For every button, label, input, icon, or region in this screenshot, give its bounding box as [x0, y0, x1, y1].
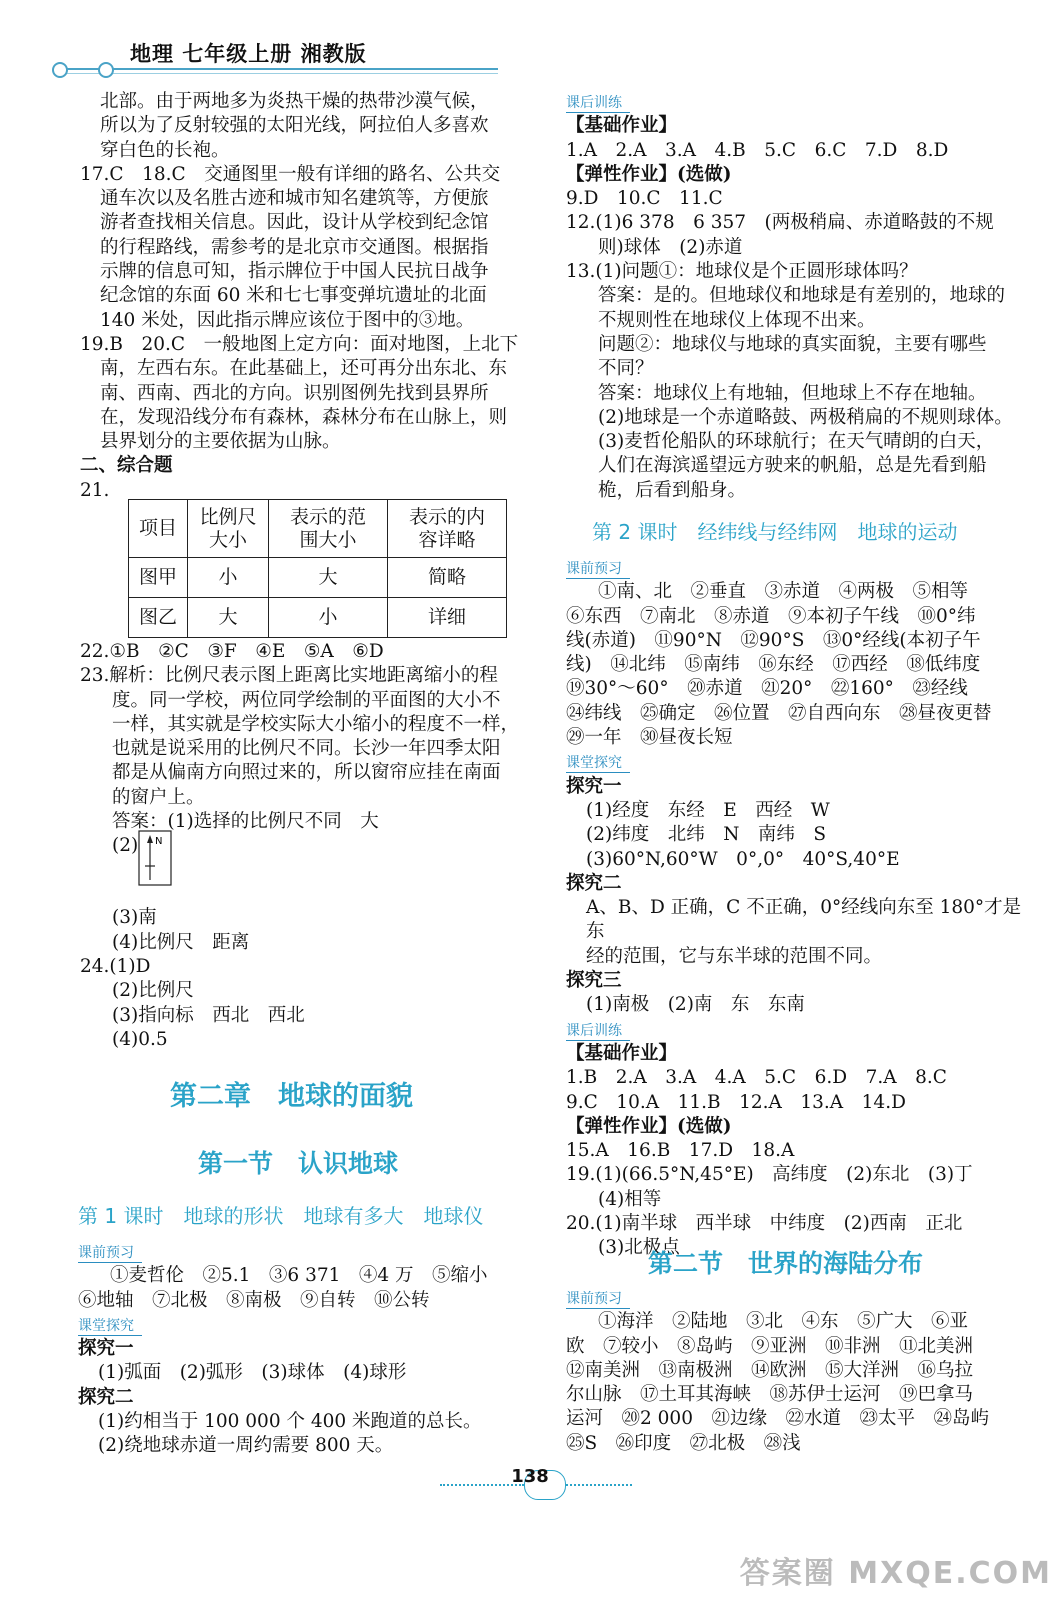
answer-17-18: 17.C 18.C 交通图里一般有详细的路名、公共交 通车次以及名胜古迹和城市知名建筑等，方便旅 游者查找相关信息。因此，设计从学校到纪念馆 的行程路线，需参考的是北京市交通图。根据指 示牌的信息可知，指示牌位于中国人民抗日战争 纪念馆的东面 60 米和七七事变弹坑遗址的北面 140 米处，因此指示牌应该位于图中的③地。	[80, 163, 501, 331]
pre-study-answers-line: ㉔纬线 ㉕确定 ㉖位置 ㉗自西向东 ㉘昼夜更替	[566, 702, 992, 724]
explore-three-answer: (1)南极 (2)南 东 东南	[586, 994, 805, 1016]
pre-study-answers-line: 运河 ⑳2 000 ㉑边缘 ㉒水道 ㉓太平 ㉔岛屿	[566, 1408, 989, 1430]
right-column-section2	[566, 1286, 1036, 1456]
pre-study-answers-line: ㉕S ㉖印度 ㉗北极 ㉘浅	[566, 1432, 801, 1454]
table-cell: 简略	[388, 558, 507, 598]
table-cell: 大	[188, 598, 269, 638]
after-class-label: 课后训练	[566, 94, 630, 113]
basic-homework-heading: 【基础作业】	[566, 1042, 678, 1064]
pre-study-answers-line: 线(赤道) ⑪90°N ⑫90°S ⑬0°经线(本初子午	[566, 629, 981, 651]
table-cell: 图甲	[129, 558, 188, 598]
elastic-homework-heading: 【弹性作业】(选做)	[566, 163, 732, 185]
basic-homework-answers: 1.A 2.A 3.A 4.B 5.C 6.C 7.D 8.D	[566, 139, 949, 161]
table-cell: 详细	[388, 598, 507, 638]
table-header: 项目	[129, 500, 188, 558]
basic-homework-answers: 1.B 2.A 3.A 4.A 5.C 6.D 7.A 8.C	[566, 1067, 947, 1089]
pre-study-label: 课前预习	[566, 560, 630, 579]
table-cell: 大	[269, 558, 388, 598]
svg-text:N: N	[155, 836, 163, 848]
table-header: 比例尺 大小	[188, 500, 269, 558]
pre-study-answers-line: 线) ⑭北纬 ⑮南纬 ⑯东经 ⑰西经 ⑱低纬度	[566, 654, 981, 676]
header-rule-thin	[58, 73, 498, 74]
class-explore-label: 课堂探究	[78, 1317, 142, 1336]
explore-two-heading: 探究二	[566, 872, 622, 894]
explore-two-answer: (2)绕地球赤道一周约需要 800 天。	[98, 1435, 394, 1457]
answer-19-20: 19.B 20.C 一般地图上定方向：面对地图，上北下 南，左西右东。在此基础上，还可再分出东北、东 南、西南、西北的方向。识别图例先找到县界所 在，发现沿线分布有森林，森林分布在山脉上，则 县界划分的主要依据为山脉。	[80, 333, 519, 453]
answer-23: 23.解析：比例尺表示图上距离比实地距离缩小的程 度。同一学校，两位同学绘制的平面图的大小不 一样，其实就是学校实际大小缩小的程度不一样， 也就是说采用的比例尺不同。长沙一年四季太阳 都是从偏南方向照过来的，所以窗帘应挂在南面 的窗户上。	[80, 665, 520, 808]
table-header: 表示的内 容详略	[388, 500, 507, 558]
right-column-lesson2	[566, 556, 1036, 1261]
lesson2-title: 第 2 课时 经纬线与经纬网 地球的运动	[592, 520, 958, 544]
elastic-homework-heading: 【弹性作业】(选做)	[566, 1115, 732, 1137]
pre-study-answers-line: ⑫南美洲 ⑬南极洲 ⑭欧洲 ⑮大洋洲 ⑯乌拉	[566, 1359, 974, 1381]
left-column-lower	[80, 640, 540, 1052]
pre-study-answers-line: ⑥地轴 ⑦北极 ⑧南极 ⑨自转 ⑩公转	[78, 1289, 430, 1311]
answer-23-answer: 答案：(1)选择的比例尺不同 大	[112, 811, 379, 833]
explore-two-answer: 经的范围，它与东半球的范围不同。	[586, 945, 883, 967]
lesson-title: 第 1 课时 地球的形状 地球有多大 地球仪	[78, 1204, 484, 1228]
explore-two-answer: A、B、D 正确，C 不正确，0°经线向东至 180°才是东	[586, 897, 1022, 943]
page-number: 138	[511, 1466, 549, 1487]
explore-one-answer: (1)经度 东经 E 西经 W	[586, 799, 830, 821]
pre-study-answers-line: ⑲30°～60° ⑳赤道 ㉑20° ㉒160° ㉓经线	[566, 678, 968, 700]
basic-homework-answers: 9.C 10.A 11.B 12.A 13.A 14.D	[566, 1091, 906, 1113]
left-column-lesson1	[78, 1240, 538, 1459]
header-title: 地理 七年级上册 湘教版	[130, 42, 367, 66]
pre-study-answers-line: 欧 ⑦较小 ⑧岛屿 ⑨亚洲 ⑩非洲 ⑪北美洲	[566, 1335, 974, 1357]
left-column	[80, 90, 540, 503]
explore-one-heading: 探究一	[78, 1338, 134, 1360]
answer-19: 19.(1)(66.5°N,45°E) 高纬度 (2)东北 (3)丁 (4)相等	[566, 1164, 973, 1210]
answer-21-table	[128, 499, 507, 638]
section2-title: 第二节 世界的海陆分布	[648, 1249, 924, 1278]
answer-24: 24.(1)D (2)比例尺 (3)指向标 西北 西北 (4)0.5	[80, 955, 305, 1050]
answer-16-tail: 北部。由于两地多为炎热干燥的热带沙漠气候， 所以为了反射较强的太阳光线，阿拉伯人多喜欢 穿白色的长袍。	[100, 91, 489, 161]
explore-two-heading: 探究二	[78, 1386, 134, 1408]
pre-study-label: 课前预习	[566, 1290, 630, 1309]
answer-12: 12.(1)6 378 6 357 (两极稍扁、赤道略鼓的不规 则)球体 (2)赤道	[566, 212, 994, 258]
explore-one-answer: (1)弧面 (2)弧形 (3)球体 (4)球形	[98, 1362, 407, 1384]
pre-study-answers-line: ㉙一年 ㉚昼夜长短	[566, 727, 733, 749]
answer-23-compass: (2) N	[80, 834, 540, 906]
class-explore-label: 课堂探究	[566, 754, 630, 773]
explore-three-heading: 探究三	[566, 970, 622, 992]
answer-23-rest: (3)南 (4)比例尺 距离	[112, 907, 250, 953]
north-arrow-icon	[138, 830, 172, 886]
pre-study-answers-line: 尔山脉 ⑰土耳其海峡 ⑱苏伊士运河 ⑲巴拿马	[566, 1384, 974, 1406]
after-class-label: 课后训练	[566, 1022, 630, 1041]
explore-two-answer: (1)约相当于 100 000 个 400 米跑道的总长。	[98, 1411, 482, 1433]
explore-one-answer: (3)60°N,60°W 0°,0° 40°S,40°E	[586, 848, 900, 870]
elastic-homework-answers: 9.D 10.C 11.C	[566, 188, 723, 210]
chapter-title: 第二章 地球的面貌	[170, 1081, 413, 1112]
answer-20: 20.(1)南半球 西半球 中纬度 (2)西南 正北 (3)北极点	[566, 1213, 963, 1259]
pre-study-label: 课前预习	[78, 1244, 142, 1263]
section-heading-comprehensive: 二、综合题	[80, 455, 173, 477]
explore-one-answer: (2)纬度 北纬 N 南纬 S	[586, 824, 827, 846]
table-cell: 小	[269, 598, 388, 638]
header-rule	[58, 68, 498, 70]
header-dot	[98, 62, 114, 78]
pre-study-answers-line: ①麦哲伦 ②5.1 ③6 371 ④4 万 ⑤缩小	[110, 1265, 488, 1287]
explore-one-heading: 探究一	[566, 775, 622, 797]
pre-study-answers-line: ①南、北 ②垂直 ③赤道 ④两极 ⑤相等	[598, 581, 969, 603]
elastic-homework-answers: 15.A 16.B 17.D 18.A	[566, 1140, 795, 1162]
watermark-logo: 答案圈 MXQE.COM	[739, 1556, 1052, 1591]
table-header: 表示的范 围大小	[269, 500, 388, 558]
answer-22: 22.①B ②C ③F ④E ⑤A ⑥D	[80, 641, 384, 662]
header-dot	[52, 62, 68, 78]
question-21-label: 21.	[80, 479, 110, 501]
table-cell: 图乙	[129, 598, 188, 638]
answer-13: 13.(1)问题①：地球仪是个正圆形球体吗？ 答案：是的。但地球仪和地球是有差别的，地球的 不规则性在地球仪上体现不出来。 问题②：地球仪与地球的真实面貌，主要有哪些 不同？ 答案：地球仪上有地轴，但地球上不存在地轴。 (2)地球是一个赤道略鼓、两极稍扁的不规则球体。 (3)麦哲伦船队的环球航行；在天气晴朗的白天， 人们在海滨遥望远方驶来的帆船，总是先看到船 桅，后看到船身。	[566, 261, 1013, 501]
table-cell: 小	[188, 558, 269, 598]
right-column	[566, 90, 1036, 503]
basic-homework-heading: 【基础作业】	[566, 115, 678, 137]
pre-study-answers-line: ①海洋 ②陆地 ③北 ④东 ⑤广大 ⑥亚	[598, 1311, 969, 1333]
section-title: 第一节 认识地球	[198, 1149, 399, 1178]
pre-study-answers-line: ⑥东西 ⑦南北 ⑧赤道 ⑨本初子午线 ⑩0°纬	[566, 605, 976, 627]
